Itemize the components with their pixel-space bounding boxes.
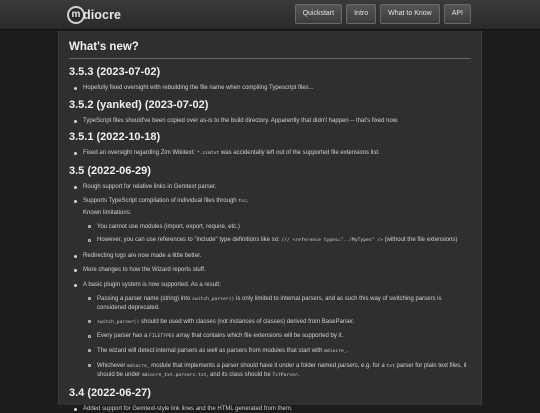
item-text: Fixed an oversight regarding Zim Wikitext: [83,150,197,157]
item-text: . [297,372,300,379]
list-item: Added support for Gemtext-style link lines and the HTML generated from them. [69,405,471,413]
list-item: Hopefully fixed oversight with rebuilding the file name when compiling Typescript files... [69,84,471,93]
item-text: was accidentally left out of the supported file extensions list. [219,150,380,157]
inline-code: mdiocre_txt.parsers.txt [141,373,207,379]
item-text: array that contains which file extensions will be supported by it. [174,333,344,340]
list-item [69,149,471,159]
main-content [58,31,482,412]
site-logo[interactable] [67,5,121,25]
nav-menu [295,4,471,24]
nav-quickstart-button[interactable]: Quickstart [295,4,343,24]
item-text: Passing a parser name (string) into [97,295,193,302]
top-navbar [0,0,540,30]
limitations-list [83,223,471,246]
inline-code: *.zimtxt [196,151,220,157]
item-text: The wizard will detect internal parsers [97,347,200,354]
inline-code: txt [386,363,395,369]
list-item [83,318,471,328]
release-notes-list [69,84,471,93]
inline-code: switch_parser() [192,296,235,302]
list-item: TypeScript files should've been copied over as-is to the build directory. Apparently that didn't happen -- that's fixed now. [69,117,471,126]
nav-what-to-know-button[interactable]: What to Know [380,4,440,24]
release-notes-list [69,405,471,413]
item-text: However, you can use references to "include" type definitions like so: [97,237,282,244]
logo-text: diocre [83,8,122,22]
known-limitations-label: Known limitations: [83,209,132,216]
item-text: , and its class should be [206,372,273,379]
list-item [69,281,471,381]
item-text: Every parser has a [97,333,150,340]
item-text: is only limited to internal parsers, and as such this way of switching parsers is considered deprecated. [97,295,442,312]
release-notes-list [69,183,471,381]
list-item [83,332,471,342]
emphasis-text: parsers [337,362,358,369]
item-text: A basic plugin system is now supported. As a result: [83,281,221,288]
nav-intro-button[interactable]: Intro [346,4,376,24]
list-item: Redirecting logs are now made a little better. [69,252,471,261]
item-text: . [246,198,249,205]
inline-code: FILETYPES [149,334,175,340]
list-item [83,362,471,381]
list-item [69,197,471,245]
release-heading: 3.5.2 (yanked) (2023-07-02) [69,98,209,111]
release-heading: 3.5.3 (2023-07-02) [69,66,161,78]
release-notes-list [69,149,471,159]
plugin-notes-list [83,295,471,381]
release-heading: 3.4 (2022-06-27) [69,386,151,399]
list-item [83,236,471,246]
inline-code: TxtParser [272,373,298,379]
logo-icon: m [67,6,85,24]
inline-code: /// <reference types="../MyTypes" /> [281,238,383,244]
item-text: should be used with classes (not instances of classes) derived from BaseParser. [139,318,355,325]
item-text: parsers from modules that start with [225,347,325,354]
inline-code: tsc [238,199,247,205]
item-text: module that implements a parser should have it under a folder named [149,362,338,369]
release-heading: 3.5.1 (2022-10-18) [69,131,161,144]
inline-code: mdiocre_ [324,348,347,354]
list-item: You cannot use modules (import, export, require, etc.) [83,223,471,232]
item-text: , e.g. for a [357,362,387,369]
release-heading: 3.5 (2022-06-29) [69,164,151,177]
item-text: Supports TypeScript compilation of individual files through [83,198,239,205]
item-text: parser for plain text files, it should be under [97,362,467,379]
inline-code: switch_parser() [97,319,140,325]
release-notes-list [69,117,471,126]
item-text: Whichever [97,362,128,369]
list-item: More changes to how the Wizard reports stuff. [69,266,471,275]
list-item: Rough support for relative links in Gemtext parser. [69,183,471,192]
item-text: (without the file extensions) [382,237,458,244]
list-item [83,295,471,313]
list-item [83,347,471,357]
inline-code: mdiocre_ [127,363,150,369]
item-text: . [346,347,349,354]
nav-api-button[interactable]: API [444,4,471,24]
emphasis-text: as well as [199,347,226,354]
page-title: What's new? [69,41,471,59]
